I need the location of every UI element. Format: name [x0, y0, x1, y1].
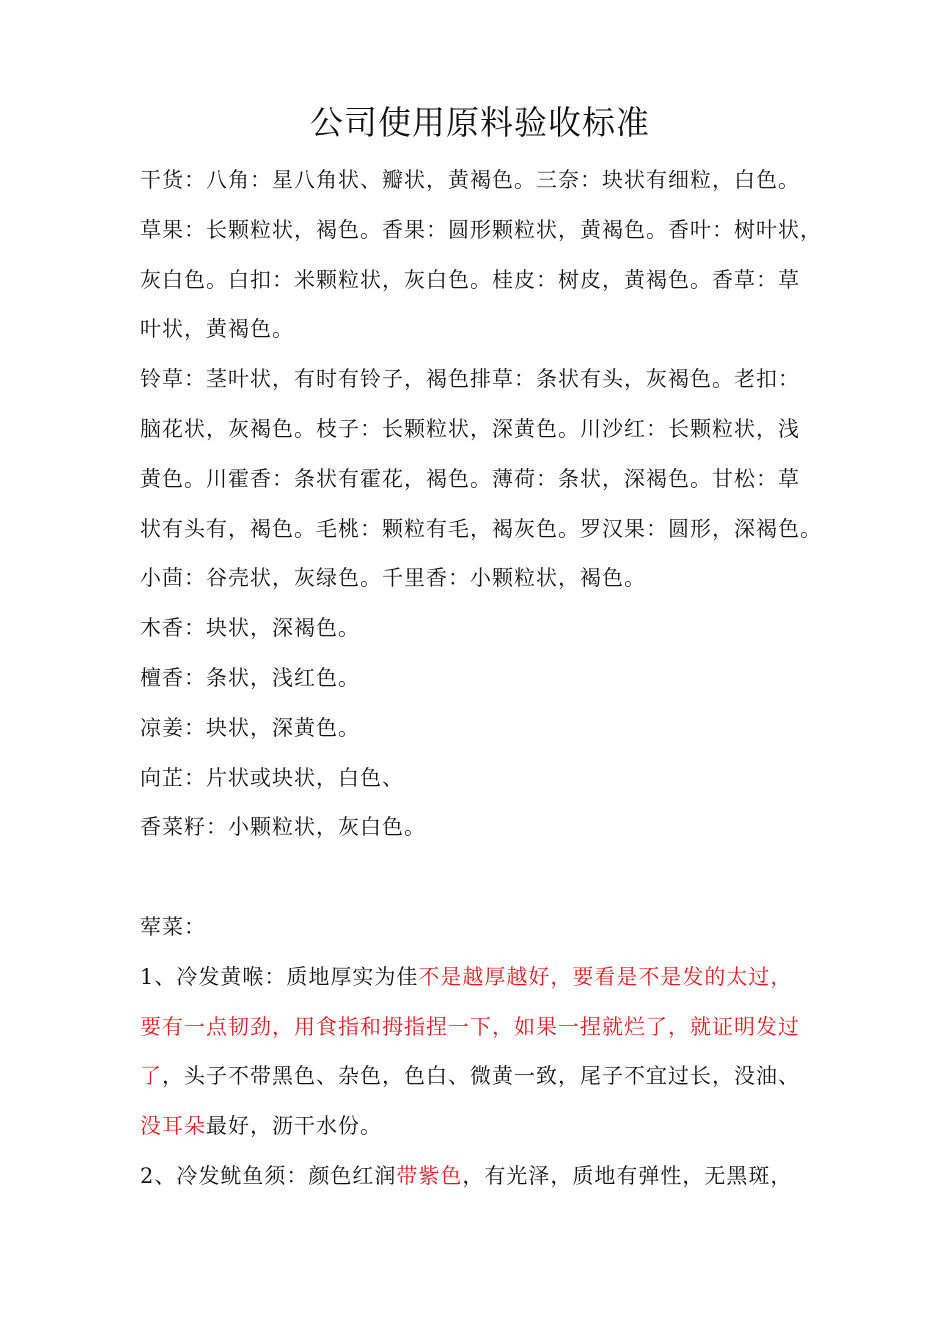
- paragraph-line: 木香：块状，深褐色。: [140, 616, 360, 641]
- paragraph-line: 灰白色。白扣：米颗粒状，灰白色。桂皮：树皮，黄褐色。香草：草: [140, 267, 800, 292]
- paragraph-line: [140, 1003, 830, 1053]
- paragraph-line: 脑花状，灰褐色。枝子：长颗粒状，深黄色。川沙红：长颗粒状，浅: [140, 416, 800, 441]
- paragraph-line: 草果：长颗粒状，褐色。香果：圆形颗粒状，黄褐色。香叶：树叶状，: [140, 217, 822, 242]
- paragraph-line: 叶状，黄褐色。: [140, 317, 294, 342]
- document-body: [140, 156, 830, 1202]
- text-run: 1、冷发黄喉：质地厚实为佳: [140, 964, 419, 989]
- paragraph-line: 状有头有，褐色。毛桃：颗粒有毛，褐灰色。罗汉果：圆形，深褐色。: [140, 516, 822, 541]
- highlighted-text: 要有一点韧劲，用食指和拇指捏一下，如果一捏就烂了，就证明发过: [140, 1014, 800, 1039]
- paragraph-line: 向芷：片状或块状，白色、: [140, 765, 404, 790]
- blank-line: [140, 853, 830, 903]
- text-run: 最好，沥干水份。: [206, 1114, 382, 1139]
- highlighted-text: 不是越厚越好，要看是不是发的太过，: [418, 964, 793, 989]
- highlighted-text: 没耳朵: [140, 1114, 206, 1139]
- document-title: 公司使用原料验收标准: [310, 103, 650, 142]
- paragraph-line: 凉姜：块状，深黄色。: [140, 715, 360, 740]
- paragraph-line: 铃草：茎叶状，有时有铃子，褐色排草：条状有头，灰褐色。老扣：: [140, 367, 800, 392]
- paragraph-line: 香菜籽：小颗粒状，灰白色。: [140, 815, 426, 840]
- paragraph-line: 檀香：条状，浅红色。: [140, 665, 360, 690]
- paragraph-line: [140, 1152, 830, 1202]
- paragraph-line: [140, 1102, 830, 1152]
- text-run: ，有光泽，质地有弹性，无黑斑，: [462, 1163, 793, 1188]
- text-run: 2、冷发鱿鱼须：颜色红润: [140, 1163, 397, 1188]
- paragraph-line: 小茴：谷壳状，灰绿色。千里香：小颗粒状，褐色。: [140, 566, 646, 591]
- highlighted-text: 带紫色: [396, 1163, 463, 1188]
- text-run: ，头子不带黑色、杂色，色白、微黄一致，尾子不宜过长，没油、: [162, 1064, 800, 1089]
- paragraph-line: 干货：八角：星八角状、瓣状，黄褐色。三奈：块状有细粒，白色。: [140, 168, 800, 192]
- paragraph-line: [140, 953, 830, 1003]
- paragraph-line: [140, 1052, 830, 1102]
- highlighted-text: 了: [140, 1064, 162, 1089]
- section-heading: 荤菜：: [140, 914, 206, 939]
- paragraph-line: 黄色。川霍香：条状有霍花，褐色。薄荷：条状，深褐色。甘松：草: [140, 466, 800, 491]
